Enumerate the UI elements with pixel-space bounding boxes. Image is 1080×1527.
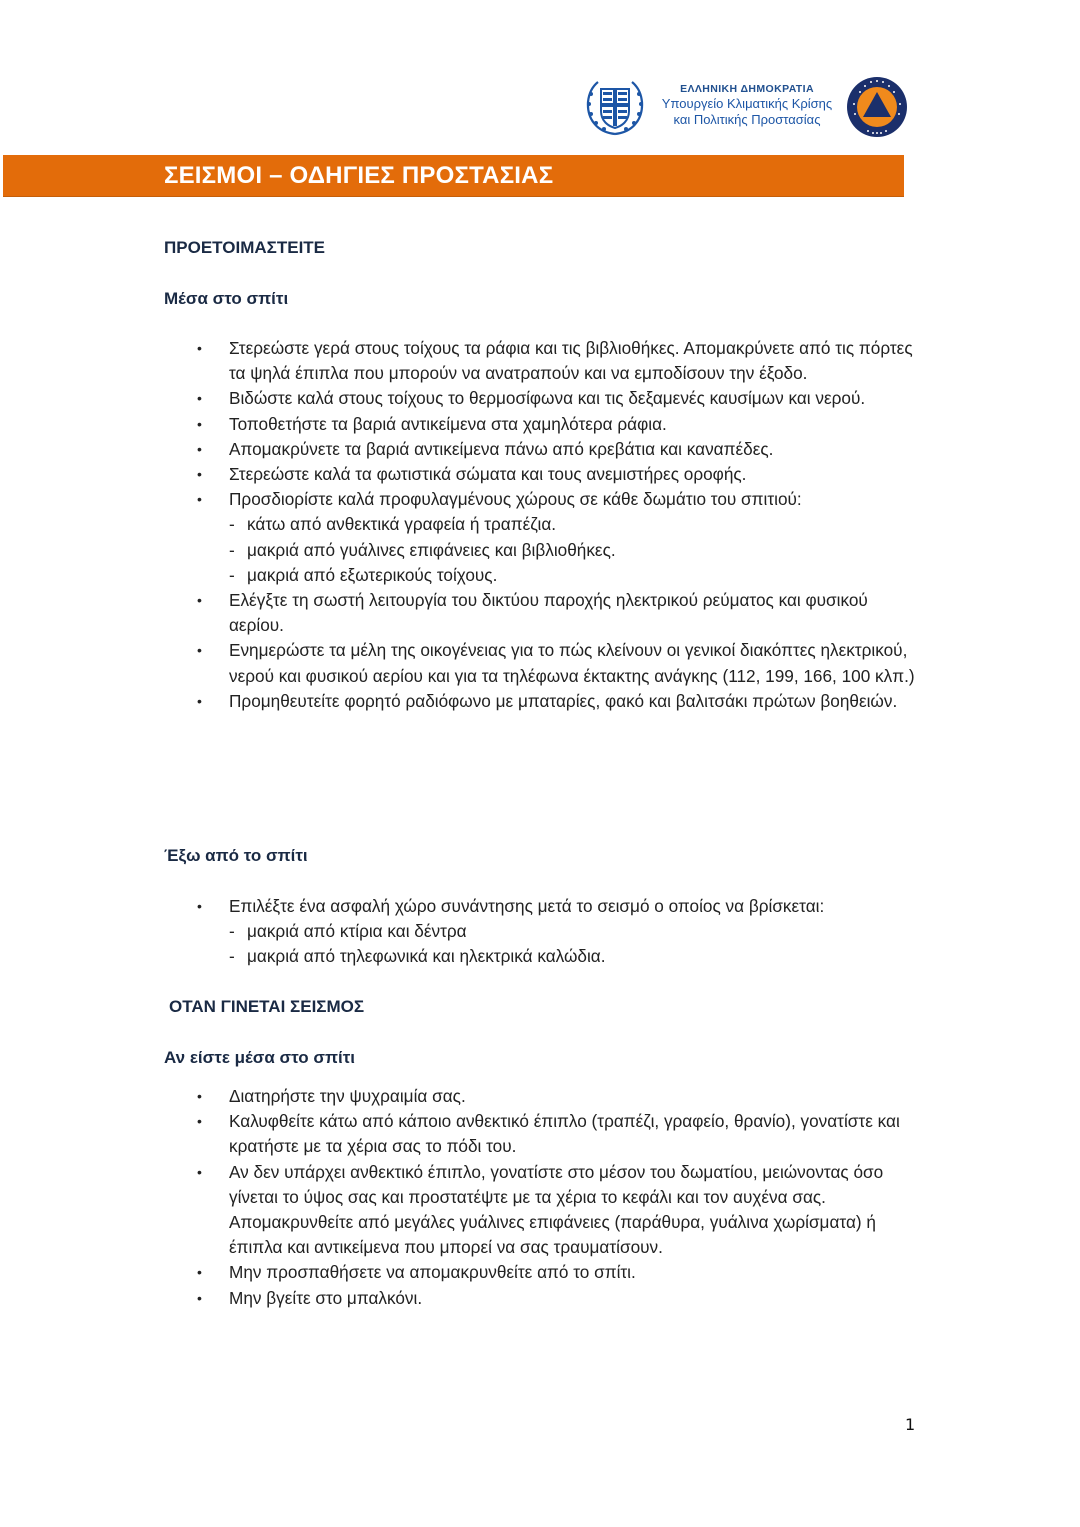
list-item-text: Επιλέξτε ένα ασφαλή χώρο συνάντησης μετά το σεισμό ο οποίος να βρίσκεται: — [229, 896, 825, 916]
list-item-text: Μην προσπαθήσετε να απομακρυνθείτε από το σπίτι. — [229, 1262, 636, 1283]
sub-list-item-text: μακριά από γυάλινες επιφάνειες και βιβλιοθήκες. — [247, 539, 616, 560]
list-item — [195, 1109, 915, 1159]
list-item — [195, 412, 915, 437]
sub-list-item — [229, 919, 915, 944]
sub-list-item-text: μακριά από κτίρια και δέντρα — [247, 921, 467, 942]
list-item-text: Προμηθευτείτε φορητό ραδιόφωνο με μπαταρίες, φακό και βαλιτσάκι πρώτων βοηθειών. — [229, 690, 898, 711]
list-item — [195, 689, 915, 714]
bullet-icon: • — [197, 491, 202, 508]
dash-marker: - — [229, 921, 235, 942]
list-item — [195, 638, 915, 688]
list-item-text: Ελέγξτε τη σωστή λειτουργία του δικτύου παροχής ηλεκτρικού ρεύματος και φυσικού αερίου. — [229, 590, 868, 636]
dash-marker: - — [229, 946, 235, 967]
bullet-icon: • — [197, 415, 202, 432]
list-item — [195, 386, 915, 411]
section-heading-during-earthquake: ΟΤΑΝ ΓΙΝΕΤΑΙ ΣΕΙΣΜΟΣ — [169, 997, 365, 1016]
list-if-inside-home — [195, 1084, 915, 1311]
list-item — [195, 437, 915, 462]
bullet-icon: • — [197, 1113, 202, 1130]
dash-marker: - — [229, 564, 235, 585]
bullet-icon: • — [197, 340, 202, 356]
list-outside-home — [195, 894, 915, 970]
list-item-text: Στερεώστε καλά τα φωτιστικά σώματα και τους ανεμιστήρες οροφής. — [229, 464, 747, 485]
list-item-text: Αν δεν υπάρχει ανθεκτικό έπιπλο, γονατίστε στο μέσον του δωματίου, μειώνοντας όσο γίνεται το ύψος σας και προστατέψτε με τα χέρια το κεφάλι και τον αυχένα σας. Απομακρυνθείτε από μεγάλες γυάλινες επιφάνειες (παράθυρα, γυάλινα χωρίσματα) ή έπιπλα και αντικείμενα που μπορεί να σας τραυματίσουν. — [229, 1161, 884, 1258]
bullet-icon: • — [197, 466, 202, 483]
sub-list-item — [229, 512, 915, 537]
list-item-text: Απομακρύνετε τα βαριά αντικείμενα πάνω από κρεβάτια και καναπέδες. — [229, 438, 774, 459]
list-item-text: Διατηρήστε την ψυχραιμία σας. — [229, 1086, 466, 1106]
list-item — [195, 1260, 915, 1285]
list-item — [195, 462, 915, 487]
sub-list-item — [229, 538, 915, 563]
section-heading-prepare: ΠΡΟΕΤΟΙΜΑΣΤΕΙΤΕ — [164, 238, 326, 257]
bullet-icon: • — [197, 1088, 202, 1104]
subsection-heading-outside-home: Έξω από το σπίτι — [164, 846, 308, 865]
list-item — [195, 1286, 915, 1311]
list-inside-home — [195, 336, 915, 714]
list-item — [195, 588, 915, 638]
list-item-text: Μην βγείτε στο μπαλκόνι. — [229, 1287, 423, 1308]
ministry-line-1: ΕΛΛΗΝΙΚΗ ΔΗΜΟΚΡΑΤΙΑ — [680, 83, 814, 95]
list-item — [195, 487, 915, 588]
hellenic-republic-emblem-icon — [584, 78, 646, 138]
dash-marker: - — [229, 539, 235, 560]
page-number: 1 — [905, 1415, 916, 1434]
title-bar — [3, 155, 904, 197]
page-title: ΣΕΙΣΜΟΙ – ΟΔΗΓΙΕΣ ΠΡΟΣΤΑΣΙΑΣ — [164, 162, 554, 189]
sub-list-item-text: μακριά από τηλεφωνικά και ηλεκτρικά καλώδια. — [247, 946, 606, 967]
list-item-text: Στερεώστε γερά στους τοίχους τα ράφια και τις βιβλιοθήκες. Απομακρύνετε από τις πόρτες τα ψηλά έπιπλα που μπορούν να ανατραπούν και να εμποδίσουν την έξοδο. — [229, 338, 913, 384]
list-item — [195, 1084, 915, 1109]
subsection-heading-if-inside-home: Αν είστε μέσα στο σπίτι — [164, 1048, 356, 1067]
bullet-icon: • — [197, 1289, 202, 1306]
bullet-icon: • — [197, 440, 202, 457]
civil-protection-logo-icon — [846, 76, 908, 138]
list-item-text: Καλυφθείτε κάτω από κάποιο ανθεκτικό έπιπλο (τραπέζι, γραφείο, θρανίο), γονατίστε και κρατήστε με τα χέρια σας το πόδι του. — [229, 1111, 900, 1157]
sub-list-item — [229, 944, 915, 969]
list-item-text: Βιδώστε καλά στους τοίχους το θερμοσίφωνα και τις δεξαμενές καυσίμων και νερού. — [229, 388, 866, 409]
bullet-icon: • — [197, 592, 202, 609]
bullet-icon: • — [197, 1163, 202, 1180]
sub-list-item-text: μακριά από εξωτερικούς τοίχους. — [247, 564, 498, 585]
bullet-icon: • — [197, 898, 202, 914]
bullet-icon: • — [197, 1264, 202, 1281]
bullet-icon: • — [197, 390, 202, 407]
list-item — [195, 336, 915, 386]
sub-list-item — [229, 563, 915, 588]
dash-marker: - — [229, 514, 235, 535]
subsection-heading-inside-home: Μέσα στο σπίτι — [164, 289, 289, 308]
list-item-text: Προσδιορίστε καλά προφυλαγμένους χώρους σε κάθε δωμάτιο του σπιτιού: — [229, 489, 802, 510]
sub-list-item-text: κάτω από ανθεκτικά γραφεία ή τραπέζια. — [247, 514, 557, 535]
list-item — [195, 894, 915, 970]
list-item-text: Τοποθετήστε τα βαριά αντικείμενα στα χαμηλότερα ράφια. — [229, 413, 667, 434]
ministry-line-2: Υπουργείο Κλιματικής Κρίσης — [661, 96, 833, 111]
bullet-icon: • — [197, 642, 202, 659]
ministry-line-3: και Πολιτικής Προστασίας — [673, 112, 821, 127]
ministry-name — [654, 82, 840, 128]
list-item-text: Ενημερώστε τα μέλη της οικογένειας για το πώς κλείνουν οι γενικοί διακόπτες ηλεκτρικού, νερού και φυσικού αερίου και για τα τηλέφωνα έκτακτης ανάγκης (112, 199, 166, 100 κλπ.) — [229, 640, 915, 686]
header-logos — [584, 76, 914, 140]
bullet-icon: • — [197, 692, 202, 709]
list-item — [195, 1160, 915, 1261]
